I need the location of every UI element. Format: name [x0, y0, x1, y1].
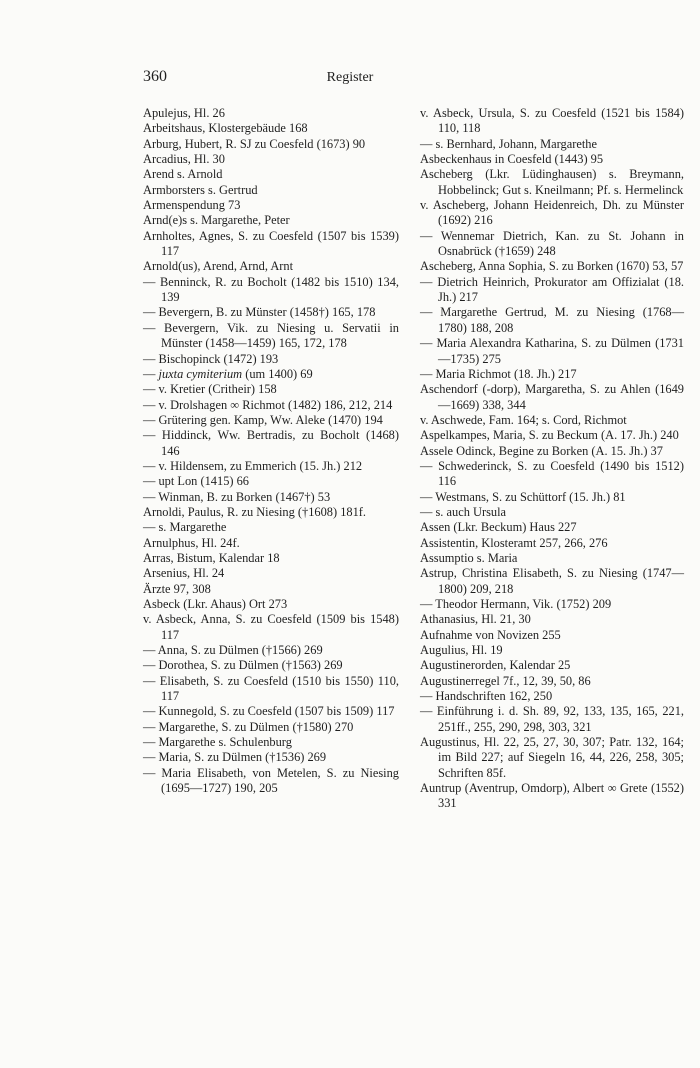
index-entry: Armborsters s. Gertrud [143, 182, 258, 197]
index-entry: Asbeck (Lkr. Ahaus) Ort 273 [143, 597, 288, 611]
index-entry: Assistentin, Klosteramt 257, 266, 276 [420, 535, 608, 550]
index-entry: Assen (Lkr. Beckum) Haus 227 [420, 520, 577, 535]
index-entry: Augulius, Hl. 19 [420, 643, 503, 658]
index-entry: Ascheberg (Lkr. Lüdinghausen) s. Breymann, Hobbelinck; Gut s. Kneilmann; Pf. s. Hermelinck [420, 167, 684, 197]
index-entry: — s. Bernhard, Johann, Margarethe [420, 136, 597, 151]
index-entry: Aufnahme von Novizen 255 [420, 627, 561, 642]
index-entry: v. Ascheberg, Johann Heidenreich, Dh. zu Münster (1692) 216 [420, 198, 684, 228]
index-entry: — Maria Alexandra Katharina, S. zu Dülmen (1731—1735) 275 [420, 336, 684, 366]
index-entry: Arnoldi, Paulus, R. zu Niesing (†1608) 181f. [143, 504, 367, 519]
index-entry: Arbeitshaus, Klostergebäude 168 [143, 121, 308, 136]
index-entry: Arsenius, Hl. 24 [143, 566, 225, 581]
index-entry: — Benninck, R. zu Bocholt (1482 bis 1510) 134, 139 [143, 274, 399, 305]
index-entry: Arnd(e)s s. Margarethe, Peter [143, 213, 290, 228]
index-entry: — s. auch Ursula [420, 504, 507, 519]
entry-text: (um 1400) 69 [242, 366, 313, 381]
index-entry: Arnold(us), Arend, Arnd, Arnt [143, 259, 294, 274]
index-entry: Aschendorf (-dorp), Margaretha, S. zu Ahlen (1649—1669) 338, 344 [420, 382, 684, 412]
index-entry: Armenspendung 73 [143, 198, 241, 213]
index-entry: — Margarethe, S. zu Dülmen (†1580) 270 [143, 719, 354, 734]
index-entry: v. Asbeck, Anna, S. zu Coesfeld (1509 bis 1548) 117 [143, 612, 399, 642]
index-entry: — Einführung i. d. Sh. 89, 92, 133, 135, 165, 221, 251ff., 255, 290, 298, 303, 321 [420, 704, 684, 734]
index-entry: Arnholtes, Agnes, S. zu Coesfeld (1507 bis 1539) 117 [143, 228, 399, 259]
page-number: 360 [143, 68, 167, 85]
index-entry: Assele Odinck, Begine zu Borken (A. 15. Jh.) 37 [420, 443, 663, 458]
entry-italic-term: juxta cymiterium [158, 366, 243, 381]
index-entry: — Maria Elisabeth, von Metelen, S. zu Niesing (1695—1727) 190, 205 [143, 765, 399, 796]
running-head: Register [326, 70, 374, 85]
index-entry: — Grütering gen. Kamp, Ww. Aleke (1470) 194 [143, 412, 383, 427]
index-entry: — Dietrich Heinrich, Prokurator am Offizialat (18. Jh.) 217 [420, 274, 684, 305]
index-entry: Apulejus, Hl. 26 [143, 106, 225, 120]
index-entry: — s. Margarethe [143, 520, 227, 535]
index-entry: — Westmans, S. zu Schüttorf (15. Jh.) 81 [420, 489, 626, 504]
index-entry: Athanasius, Hl. 21, 30 [420, 612, 531, 627]
index-entry: — Bevergern, Vik. zu Niesing u. Servatii in Münster (1458—1459) 165, 172, 178 [143, 320, 399, 351]
index-entry: Ascheberg, Anna Sophia, S. zu Borken (1670) 53, 57 [420, 259, 684, 274]
index-entry: — Maria, S. zu Dülmen (†1536) 269 [143, 750, 327, 765]
entry-prefix: — [143, 366, 159, 381]
index-entry [143, 367, 399, 382]
left-index-column [143, 106, 399, 796]
index-entry: — v. Drolshagen ∞ Richmot (1482) 186, 212, 214 [143, 397, 393, 412]
index-entry: — Anna, S. zu Dülmen (†1566) 269 [143, 643, 323, 658]
right-index-column [420, 106, 684, 812]
index-entry: Auntrup (Aventrup, Omdorp), Albert ∞ Grete (1552) 331 [420, 781, 684, 811]
index-entry: — Dorothea, S. zu Dülmen (†1563) 269 [143, 658, 343, 673]
index-entry: v. Asbeck, Ursula, S. zu Coesfeld (1521 bis 1584) 110, 118 [420, 106, 684, 136]
index-entry: v. Aschwede, Fam. 164; s. Cord, Richmot [420, 412, 627, 427]
index-entry: — Maria Richmot (18. Jh.) 217 [420, 366, 577, 381]
index-entry: Asbeckenhaus in Coesfeld (1443) 95 [420, 152, 604, 167]
index-entry: Arnulphus, Hl. 24f. [143, 535, 240, 550]
index-entry: Astrup, Christina Elisabeth, S. zu Niesing (1747—1800) 209, 218 [420, 566, 684, 596]
index-entry: Assumptio s. Maria [420, 550, 518, 565]
index-entry: — Margarethe Gertrud, M. zu Niesing (1768—1780) 188, 208 [420, 305, 684, 335]
index-entry: Arburg, Hubert, R. SJ zu Coesfeld (1673) 90 [143, 136, 366, 151]
index-entry: Augustinus, Hl. 22, 25, 27, 30, 307; Patr. 132, 164; im Bild 227; auf Siegeln 16, 44, 226, 258, 305; Schriften 85f. [420, 735, 684, 780]
index-entry: — upt Lon (1415) 66 [143, 474, 249, 489]
index-entry: Augustinerorden, Kalendar 25 [420, 658, 571, 673]
index-entry: Arcadius, Hl. 30 [143, 152, 225, 167]
index-entry: Arend s. Arnold [143, 167, 223, 182]
index-entry: — Wennemar Dietrich, Kan. zu St. Johann in Osnabrück (†1659) 248 [420, 228, 684, 259]
index-entry: — Elisabeth, S. zu Coesfeld (1510 bis 1550) 110, 117 [143, 673, 399, 704]
index-entry: Arras, Bistum, Kalendar 18 [143, 550, 280, 565]
index-entry: Augustinerregel 7f., 12, 39, 50, 86 [420, 673, 591, 688]
index-entry: — Kunnegold, S. zu Coesfeld (1507 bis 1509) 117 [143, 704, 395, 719]
index-entry: — Winman, B. zu Borken (1467†) 53 [143, 489, 331, 504]
index-entry: — v. Hildensem, zu Emmerich (15. Jh.) 212 [143, 458, 363, 473]
index-entry: — Schwederinck, S. zu Coesfeld (1490 bis 1512) 116 [420, 458, 684, 489]
index-entry: — v. Kretier (Critheir) 158 [143, 382, 277, 397]
index-entry: — Margarethe s. Schulenburg [143, 735, 292, 750]
index-entry: Aspelkampes, Maria, S. zu Beckum (A. 17. Jh.) 240 [420, 428, 679, 443]
index-entry: — Bevergern, B. zu Münster (1458†) 165, 178 [143, 305, 376, 320]
index-entry: — Hiddinck, Ww. Bertradis, zu Bocholt (1468) 146 [143, 428, 399, 458]
index-entry: — Bischopinck (1472) 193 [143, 351, 279, 366]
index-entry: — Handschriften 162, 250 [420, 689, 553, 704]
index-entry: Ärzte 97, 308 [143, 581, 211, 596]
index-entry: — Theodor Hermann, Vik. (1752) 209 [420, 597, 612, 611]
